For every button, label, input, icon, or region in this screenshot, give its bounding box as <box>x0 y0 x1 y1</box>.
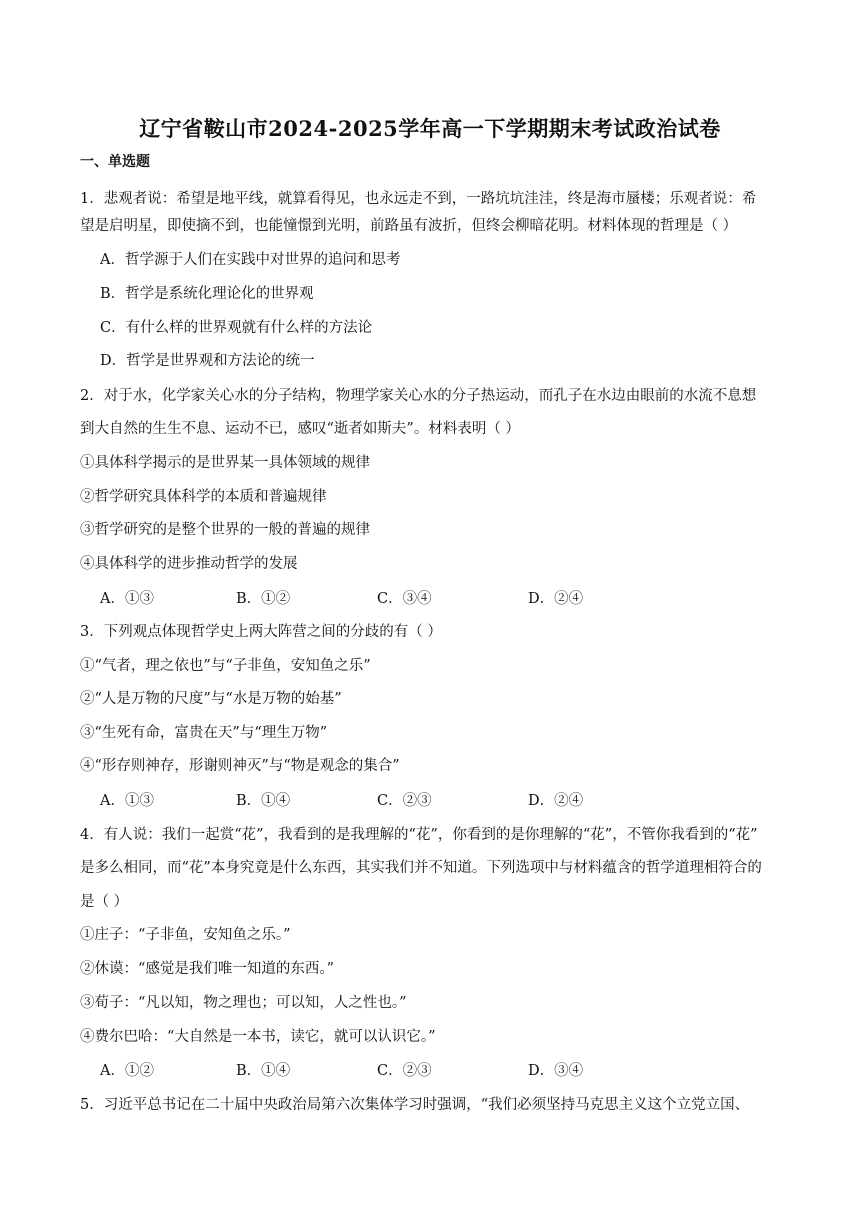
option-a: A．哲学源于人们在实践中对世界的追问和思考 <box>100 252 401 268</box>
question-stem: 到大自然的生生不息、运动不已，感叹“逝者如斯夫”。材料表明（ ） <box>80 421 520 437</box>
option-b: B．哲学是系统化理论化的世界观 <box>100 286 314 302</box>
statement-3: ③“生死有命，富贵在天”与“理生万物” <box>80 725 328 741</box>
option-a: A．①③ <box>100 591 154 607</box>
option-d: D．②④ <box>528 591 584 607</box>
statement-2: ②“人是万物的尺度”与“水是万物的始基” <box>80 691 342 707</box>
option-b: B．①④ <box>236 793 291 809</box>
statement-2: ②休谟：“感觉是我们唯一知道的东西。” <box>80 961 335 977</box>
statement-1: ①“气者，理之依也”与“子非鱼，安知鱼之乐” <box>80 658 371 674</box>
option-c: C．③④ <box>377 591 432 607</box>
option-c: C．②③ <box>377 793 432 809</box>
statement-1: ①庄子：“子非鱼，安知鱼之乐。” <box>80 927 291 943</box>
option-b: B．①④ <box>236 1063 291 1079</box>
statement-4: ④具体科学的进步推动哲学的发展 <box>80 556 298 572</box>
question-stem: 是（ ） <box>80 894 129 910</box>
section-heading: 一、单选题 <box>80 154 150 170</box>
option-d: D．②④ <box>528 793 584 809</box>
question-stem: 2．对于水，化学家关心水的分子结构，物理学家关心水的分子热运动，而孔子在水边由眼前的水流不息想 <box>80 388 757 404</box>
exam-title: 辽宁省鞍山市2024-2025学年高一下学期期末考试政治试卷 <box>139 116 721 141</box>
statement-3: ③哲学研究的是整个世界的一般的普遍的规律 <box>80 522 370 538</box>
option-d: D．③④ <box>528 1063 584 1079</box>
option-a: A．①③ <box>100 793 154 809</box>
option-c: C．②③ <box>377 1063 432 1079</box>
statement-3: ③荀子：“凡以知，物之理也；可以知，人之性也。” <box>80 995 407 1011</box>
statement-1: ①具体科学揭示的是世界某一具体领域的规律 <box>80 455 370 471</box>
option-b: B．①② <box>236 591 291 607</box>
option-c: C．有什么样的世界观就有什么样的方法论 <box>100 320 373 336</box>
option-a: A．①② <box>100 1063 154 1079</box>
question-stem: 望是启明星，即使摘不到，也能憧憬到光明，前路虽有波折，但终会柳暗花明。材料体现的哲理是（ ） <box>80 218 738 234</box>
question-stem: 1．悲观者说：希望是地平线，就算看得见，也永远走不到，一路坑坑洼洼，终是海市蜃楼；乐观者说：希 <box>80 191 757 207</box>
question-stem: 是多么相同，而“花”本身究竟是什么东西，其实我们并不知道。下列选项中与材料蕴含的哲学道理相符合的 <box>80 860 762 876</box>
statement-4: ④费尔巴哈：“大自然是一本书，读它，就可以认识它。” <box>80 1029 436 1045</box>
statement-2: ②哲学研究具体科学的本质和普遍规律 <box>80 489 327 505</box>
question-stem: 4．有人说：我们一起赏“花”，我看到的是我理解的“花”，你看到的是你理解的“花”，不管你我看到的“花” <box>80 827 758 843</box>
question-stem: 3．下列观点体现哲学史上两大阵营之间的分歧的有（ ） <box>80 624 442 640</box>
statement-4: ④“形存则神存，形谢则神灭”与“物是观念的集合” <box>80 758 400 774</box>
question-stem: 5．习近平总书记在二十届中央政治局第六次集体学习时强调，“我们必须坚持马克思主义这个立党立国、 <box>80 1097 750 1113</box>
option-d: D．哲学是世界观和方法论的统一 <box>100 353 315 369</box>
